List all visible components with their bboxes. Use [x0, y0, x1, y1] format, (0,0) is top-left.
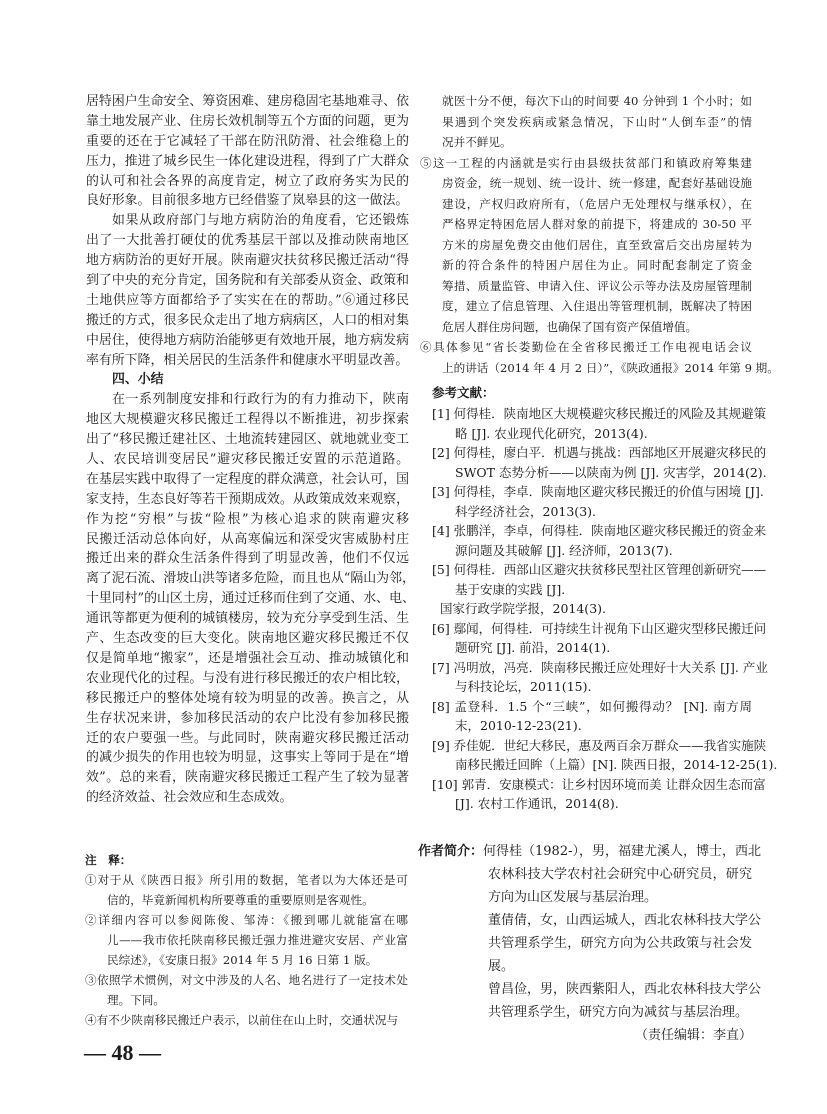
- body-line: 在一系列制度安排和行政行为的有力推动下，陕南: [112, 392, 409, 408]
- reference-line: [6] 鄢闻，何得桂．可持续生计视角下山区避灾型移民搬迁问: [432, 620, 767, 636]
- footnote-line: 筹措、质量监管、申请入住、评议公示等办法及房屋管理制: [442, 278, 752, 293]
- author-line: 共管理系学生，研究方向为公共政策与社会发: [488, 936, 752, 951]
- body-line: 通讯等都更为便利的城镇楼房，较为充分享受到生活、生: [86, 611, 409, 627]
- footnote-line: 建设，产权归政府所有，（危居户无处理权与继承权），在: [442, 196, 752, 211]
- footnote-line: 上的讲话（2014 年 4 月 2 日）”，《陕政通报》2014 年第 9 期。: [442, 360, 779, 375]
- body-line: 十里同村”的山区土房，通过迁移而住到了交通、水、电、: [86, 591, 415, 607]
- body-line: 移民搬迁户的整体处境有较为明显的改善。换言之，从: [86, 690, 409, 706]
- body-line: 地方病防治的更好开展。陕南避灾扶贫移民搬迁活动“得: [86, 253, 409, 269]
- author-line: 董倩倩，女，山西运城人，西北农林科技大学公: [488, 913, 762, 928]
- body-line: 农业现代化的过程。与没有进行移民搬迁的农户相比较，: [86, 670, 409, 686]
- body-line: 的减少损失的作用也较为明显，这事实上等同于是在“增: [86, 750, 409, 766]
- reference-line: [5] 何得桂．西部山区避灾扶贫移民型社区管理创新研究——: [432, 562, 767, 577]
- footnote-line: 果遇到个突发疾病或紧急情况，下山时“人倒车歪”的情: [442, 114, 752, 129]
- reference-line: 题研究 [J]. 前沿，2014(1).: [455, 640, 611, 655]
- body-line: 生存状况来讲，参加移民活动的农户比没有参加移民搬: [86, 710, 409, 726]
- reference-line: SWOT 态势分析——以陕南为例 [J]. 灾害学，2014(2).: [455, 464, 767, 480]
- reference-line: 南移民搬迁回眸（上篇）[N]. 陕西日报，2014-12-25(1).: [455, 757, 778, 772]
- reference-line: [3] 何得桂，李卓．陕南地区避灾移民搬迁的价值与困境 [J].: [432, 484, 764, 499]
- editor-credit: （责任编辑：李直）: [634, 1028, 752, 1043]
- reference-line: 末，2010-12-23(21).: [455, 718, 582, 733]
- body-line: 民搬迁活动总体向好，从高寒偏远和深受灾害威胁村庄: [86, 531, 409, 547]
- notes-right: [420, 91, 779, 378]
- reference-line: 基于安康的实践 [J].: [455, 581, 566, 597]
- footnote-line: ⑥具体参见“省长娄勤俭在全省移民搬迁工作电视电话会议: [420, 340, 752, 354]
- reference-line: 略 [J]. 农业现代化研究，2013(4).: [455, 425, 648, 441]
- notes-title: 注 释：: [85, 853, 132, 867]
- body-line: 率有所下降，相关居民的生活条件和健康水平明显改善。: [86, 352, 409, 368]
- author-bio: [418, 840, 762, 1047]
- footnote-line: ①对于从《陕西日报》所引用的数据，笔者以为大体还是可: [85, 873, 408, 887]
- body-line: 的经济效益、社会效应和生态成效。: [86, 790, 293, 806]
- reference-line: 与科技论坛，2011(15).: [455, 679, 592, 694]
- reference-line: [2] 何得桂，廖白平．机遇与挑战：西部地区开展避灾移民的: [432, 445, 767, 460]
- footnote-line: 度，建立了信息管理、入住退出等管理机制，既解决了特困: [442, 299, 752, 313]
- reference-line: [J]. 农村工作通讯，2014(8).: [455, 796, 619, 811]
- footnote-line: ②详细内容可以参阅陈俊、邹涛：《搬到哪儿就能富在哪: [85, 913, 408, 927]
- footnote-line: 理。下同。: [107, 993, 165, 1007]
- body-line: 搬迁出来的群众生活条件得到了明显改善，他们不仅远: [86, 551, 409, 567]
- body-line: 土地供应等方面都给予了实实在在的帮助。”⑥通过移民: [86, 292, 409, 308]
- reference-line: [8] 孟登科．1.5 个“三峡”，如何搬得动？ [N]. 南方周: [432, 698, 752, 714]
- body-line: 到了中央的充分肯定，国务院和有关部委从资金、政策和: [86, 273, 409, 289]
- body-line: 重要的还在于它减轻了干部在防汛防滑、社会维稳上的: [86, 133, 409, 149]
- body-line: 的认可和社会各界的高度肯定，树立了政府务实为民的: [86, 173, 409, 189]
- author-line: 方向为山区发展与基层治理。: [488, 890, 658, 905]
- body-line: 出了一大批善打硬仗的优秀基层干部以及推动陕南地区: [86, 233, 409, 249]
- footnote-line: ③依照学术惯例，对文中涉及的人名、地名进行了一定技术处: [85, 973, 408, 987]
- reference-line: [7] 冯明放，冯亮．陕南移民搬迁应处理好十大关系 [J]. 产业: [432, 659, 768, 675]
- footnote-line: 房资金，统一规划、统一设计、统一修建，配套好基础设施: [442, 176, 752, 190]
- body-line: 离了泥石流、滑坡山洪等诸多危险，而且也从“隔山为邻，: [86, 571, 415, 587]
- author-line: 农林科技大学农村社会研究中心研究员，研究: [488, 867, 752, 882]
- body-line: 人、农民培训变居民”避灾移民搬迁安置的示范道路。: [86, 452, 409, 468]
- section-heading: 四、小结: [112, 372, 164, 388]
- body-line: 仅是简单地“搬家”，还是增强社会互动、推动城镇化和: [86, 650, 409, 666]
- footnote-line: ⑤这一工程的内涵就是实行由县级扶贫部门和镇政府筹集建: [420, 155, 752, 170]
- footnote-line: ④有不少陕南移民搬迁户表示，以前住在山上时，交通状况与: [85, 1013, 399, 1027]
- reference-line: [9] 乔佳妮．世纪大移民，惠及两百余万群众——我省实施陕: [432, 737, 767, 753]
- footnote-line: 新的符合条件的特困户居住为止。同时配套制定了资金: [442, 258, 752, 272]
- references: [432, 382, 778, 814]
- body-line: 效”。总的来看，陕南避灾移民搬迁工程产生了较为显著: [86, 770, 409, 786]
- footnote-line: 方米的房屋免费交由他们居住，直至致富后交出房屋转为: [442, 237, 752, 252]
- reference-line: [4] 张鹏洋，李卓，何得桂．陕南地区避灾移民搬迁的资金来: [432, 523, 767, 538]
- reference-line: 国家行政学院学报，2014(3).: [440, 601, 606, 616]
- footnote-line: 儿——我市依托陕南移民搬迁强力推进避灾安居、产业富: [107, 933, 408, 947]
- footnote-line: 民综述》，《安康日报》2014 年 5 月 16 日第 1 版。: [107, 953, 378, 967]
- author-label: 作者简介：: [418, 844, 484, 859]
- author-line: [418, 840, 761, 863]
- body-line: 地区大规模避灾移民搬迁工程得以不断推进，初步探索: [86, 412, 409, 428]
- body-line: 在基层实践中取得了一定程度的群众满意，社会认可，国: [86, 471, 409, 487]
- author-line: 曾昌俭，男，陕西紫阳人，西北农林科技大学公: [488, 982, 762, 997]
- page-number: — 48 —: [84, 1040, 161, 1065]
- body-line: 中居住，使得地方病防治能够更有效地开展，地方病发病: [86, 332, 409, 348]
- body-line: 压力，推进了城乡民生一体化建设进程，得到了广大群众: [86, 153, 409, 169]
- body-line: 迁的农户要强一些。与此同时，陕南避灾移民搬迁活动: [86, 730, 409, 746]
- footnote-line: 信的，毕竟新闻机构所要尊重的重要原则是客观性。: [107, 893, 374, 907]
- body-line: 良好形象。目前很多地方已经借鉴了岚皋县的这一做法。: [86, 193, 409, 209]
- body-line: 如果从政府部门与地方病防治的角度看，它还锻炼: [112, 213, 409, 229]
- reference-line: [1] 何得桂．陕南地区大规模避灾移民搬迁的风险及其规避策: [432, 406, 767, 421]
- footnote-line: 危居人群住房问题，也确保了国有资产保值增值。: [442, 319, 698, 334]
- body-line: 搬迁的方式，很多民众走出了地方病病区，人口的相对集: [86, 312, 409, 328]
- body-line: 作为挖“穷根”与拔“险根”为核心追求的陕南避灾移: [86, 511, 409, 527]
- footnote-line: 况并不鲜见。: [442, 135, 512, 149]
- body-line: 居特困户生命安全、筹资困难、建房稳固宅基地难寻、依: [86, 94, 409, 109]
- body-line: 出了“移民搬迁建社区、土地流转建园区、就地就业变工: [86, 432, 409, 448]
- body-line: 靠土地发展产业、住房长效机制等五个方面的问题，更为: [86, 113, 409, 129]
- body-line: 家支持，生态良好等若干预期成效。从政策成效来观察，: [86, 491, 409, 507]
- author-line: 展。: [488, 959, 515, 974]
- reference-line: [10] 郭青．安康模式：让乡村因环境而美 让群众因生态而富: [432, 776, 766, 792]
- article-body: [86, 92, 415, 808]
- footnote-line: 就医十分不便，每次下山的时间要 40 分钟到 1 个小时；如: [442, 94, 752, 108]
- body-line: 产、生态改变的巨大变化。陕南地区避灾移民搬迁不仅: [86, 631, 409, 647]
- author-text: 何得桂（1982-），男，福建尤溪人，博士，西北: [483, 844, 761, 859]
- author-line: 共管理系学生，研究方向为减贫与基层治理。: [488, 1005, 749, 1020]
- footnote-line: 严格界定特困危居人群对象的前提下，将建成的 30-50 平: [442, 217, 752, 231]
- reference-line: 源问题及其破解 [J]. 经济师，2013(7).: [455, 542, 673, 558]
- notes-left: [85, 850, 408, 1030]
- reference-line: 科学经济社会，2013(3).: [455, 503, 596, 519]
- references-title: 参考文献：: [432, 385, 495, 400]
